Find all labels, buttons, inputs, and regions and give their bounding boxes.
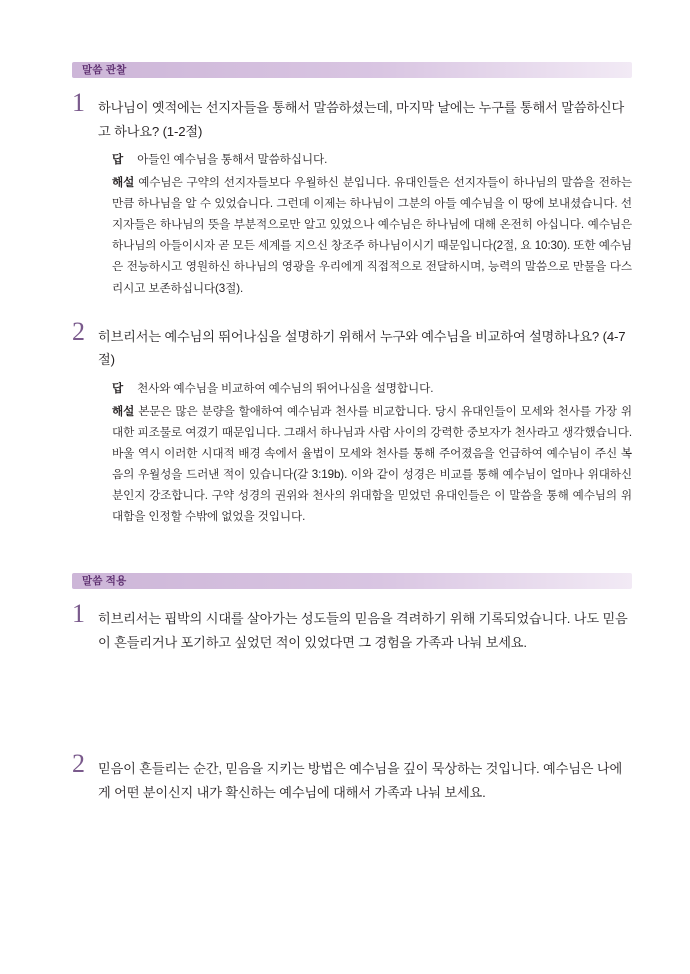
answer-tag: 답 bbox=[112, 381, 124, 395]
question-item bbox=[72, 316, 632, 528]
question-number: 2 bbox=[72, 316, 85, 346]
spacer bbox=[72, 543, 632, 573]
explanation-text: 본문은 많은 분량을 할애하여 예수님과 천사를 비교합니다. 당시 유대인들이 모세와 천사를 가장 위대한 피조물로 여겼기 때문입니다. 그래서 하나님과 사람 사이의 강력한 중보자가 천사라고 생각했습니다. 바울 역시 이러한 시대적 배경 속에서 율법이 모세와 천사를 통해 주어졌음을 언급하여 예수님이 주신 복음의 우월성을 드러낸 적이 있습니다(갈 3:19b). 이와 같이 성경은 비교를 통해 예수님이 얼마나 위대하신 분인지 강조합니다. 구약 성경의 권위와 천사의 위대함을 믿었던 유대인들은 이 말씀을 통해 예수님의 위대함을 인정할 수밖에 없었을 것입니다. bbox=[112, 404, 632, 524]
explanation-line bbox=[112, 172, 632, 299]
explanation-tag: 해설 bbox=[112, 404, 135, 418]
answer-tag: 답 bbox=[112, 153, 124, 166]
question-text: 하나님이 옛적에는 선지자들을 통해서 말씀하셨는데, 마지막 날에는 누구를 통해서 말씀하신다고 하나요? (1-2절) bbox=[98, 100, 625, 139]
section-label: 말씀 적용 bbox=[82, 575, 127, 588]
answer-line bbox=[112, 378, 632, 399]
explanation-line bbox=[112, 401, 632, 528]
explanation-tag: 해설 bbox=[112, 176, 135, 190]
answer-space bbox=[72, 661, 632, 757]
question-number: 1 bbox=[72, 599, 85, 629]
question-text: 히브리서는 예수님의 뛰어나심을 설명하기 위해서 누구와 예수님을 비교하여 설명하나요? (4-7절) bbox=[98, 328, 626, 368]
section-header-observation bbox=[72, 62, 632, 78]
section-header-application bbox=[72, 573, 632, 589]
question-text: 히브리서는 핍박의 시대를 살아가는 성도들의 믿음을 격려하기 위해 기록되었습니다. 나도 믿음이 흔들리거나 포기하고 싶었던 적이 있었다면 그 경험을 가족과 나눠 보세요. bbox=[98, 611, 628, 651]
question-item bbox=[72, 88, 632, 299]
application-item bbox=[72, 749, 632, 805]
question-detail bbox=[98, 378, 632, 528]
question-text: 믿음이 흔들리는 순간, 믿음을 지키는 방법은 예수님을 깊이 묵상하는 것입니다. 예수님은 나에게 어떤 분이신지 내가 확신하는 예수님에 대해서 가족과 나눠 보세요. bbox=[98, 761, 623, 801]
answer-text: 천사와 예수님을 비교하여 예수님의 뛰어나심을 설명합니다. bbox=[137, 381, 434, 395]
question-number: 2 bbox=[72, 749, 85, 779]
question-detail bbox=[98, 149, 632, 299]
spacer bbox=[72, 315, 632, 325]
application-item bbox=[72, 599, 632, 655]
explanation-text: 예수님은 구약의 선지자들보다 우월하신 분입니다. 유대인들은 선지자들이 하나님의 말씀을 전하는 만큼 하나님을 알 수 있었습니다. 그런데 이제는 하나님이 그분의 아들 예수님을 이 땅에 보내셨습니다. 선지자들은 하나님의 뜻을 부분적으로만 알고 있었으나 예수님은 하나님에 대해 온전히 아십니다. 예수님은 하나님의 아들이시자 곧 모든 세계를 지으신 창조주 하나님이시기 때문입니다(2절, 요 10:30). 또한 예수님은 전능하시고 영원하신 하나님의 영광을 우리에게 직접적으로 전달하시며, 능력의 말씀으로 만물을 다스리시고 보존하십니다(3절). bbox=[112, 176, 632, 295]
answer-text: 아들인 예수님을 통해서 말씀하십니다. bbox=[137, 153, 328, 166]
question-number: 1 bbox=[72, 88, 85, 117]
section-label: 말씀 관찰 bbox=[82, 64, 127, 76]
answer-line bbox=[112, 149, 632, 170]
